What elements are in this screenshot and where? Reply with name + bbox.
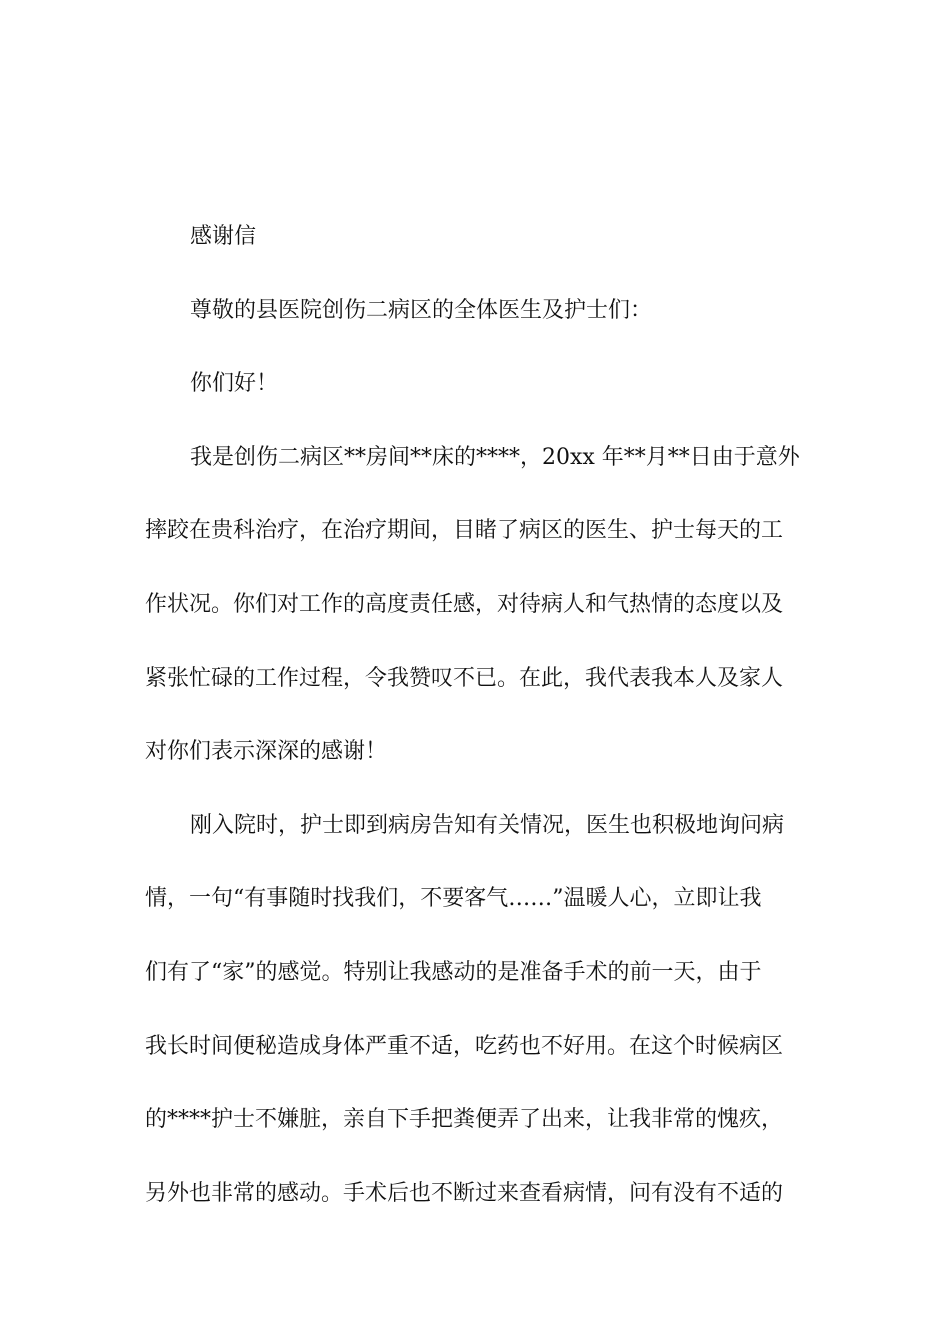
paragraph-1-line-4: 紧张忙碌的工作过程，令我赞叹不已。在此，我代表我本人及家人 — [145, 665, 784, 691]
paragraph-2-line-4: 我长时间便秘造成身体严重不适，吃药也不好用。在这个时候病区 — [145, 1033, 784, 1059]
paragraph-1-line-5: 对你们表示深深的感谢！ — [145, 739, 388, 765]
paragraph-1-line-3: 作状况。你们对工作的高度责任感，对待病人和气热情的态度以及 — [145, 591, 784, 617]
salutation: 尊敬的县医院创伤二病区的全体医生及护士们： — [190, 297, 653, 323]
paragraph-2-line-5: 的****护士不嫌脏，亲自下手把粪便弄了出来，让我非常的愧疚， — [145, 1107, 784, 1133]
greeting: 你们好！ — [190, 371, 279, 397]
letter-title: 感谢信 — [190, 224, 257, 249]
paragraph-2-line-2: 情，一句“有事随时找我们，不要客气……”温暖人心，立即让我 — [145, 886, 762, 912]
paragraph-2-line-1: 刚入院时，护士即到病房告知有关情况，医生也积极地询问病 — [190, 812, 785, 838]
letter-body — [145, 200, 810, 1230]
paragraph-2-line-3: 们有了“家”的感觉。特别让我感动的是准备手术的前一天，由于 — [145, 959, 762, 985]
paragraph-1-line-1: 我是创伤二病区**房间**床的****，20xx 年**月**日由于意外 — [190, 444, 800, 470]
paragraph-1-line-2: 摔跤在贵科治疗，在治疗期间，目睹了病区的医生、护士每天的工 — [145, 518, 784, 544]
paragraph-2-line-6: 另外也非常的感动。手术后也不断过来查看病情，问有没有不适的 — [145, 1180, 784, 1206]
